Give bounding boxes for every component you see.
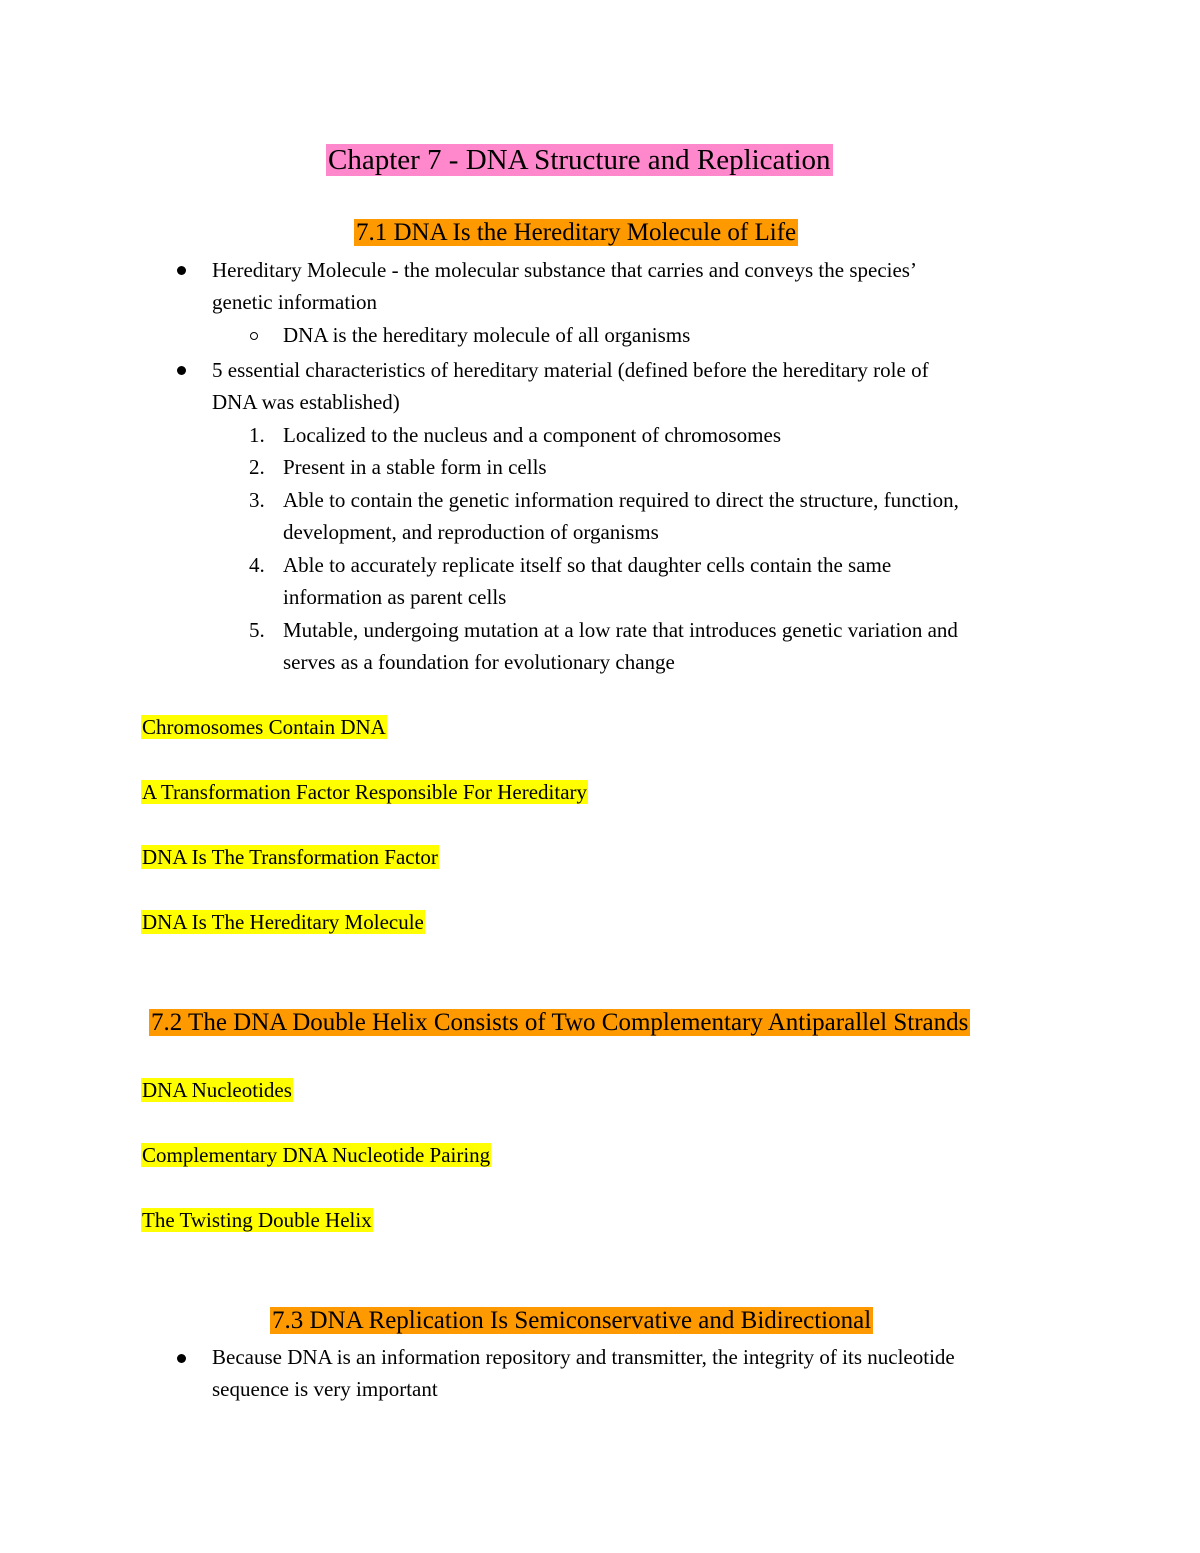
bullet-text: DNA was established) — [212, 390, 400, 414]
bullet-text: genetic information — [212, 290, 378, 314]
section-heading-7-1 — [354, 217, 798, 249]
list-item-text: Able to contain the genetic information required to direct the structure, function, — [283, 488, 959, 512]
list-number: 4. — [249, 553, 265, 577]
subheading — [141, 1075, 293, 1105]
subheading-text: A Transformation Factor Responsible For Hereditary — [142, 780, 588, 804]
bullet-text: Hereditary Molecule - the molecular substance that carries and conveys the species’ — [212, 258, 917, 282]
bullet-text: sequence is very important — [212, 1377, 438, 1401]
bullet-icon — [177, 366, 186, 375]
list-item-text: serves as a foundation for evolutionary change — [283, 650, 675, 674]
list-item-text: Present in a stable form in cells — [283, 455, 547, 479]
list-item-text: Able to accurately replicate itself so that daughter cells contain the same — [283, 553, 892, 577]
list-item-text: Localized to the nucleus and a component of chromosomes — [283, 423, 782, 447]
subheading — [141, 842, 439, 872]
section-heading-7-2-text: 7.2 The DNA Double Helix Consists of Two Complementary Antiparallel Strands — [151, 1009, 969, 1036]
hollow-bullet-icon — [250, 332, 258, 340]
subheading-text: Chromosomes Contain DNA — [142, 715, 386, 739]
subheading — [141, 777, 588, 807]
list-item-text: Mutable, undergoing mutation at a low rate that introduces genetic variation and — [283, 618, 958, 642]
sub-bullet-text: DNA is the hereditary molecule of all organisms — [283, 323, 691, 347]
list-number: 1. — [249, 423, 265, 447]
section-heading-7-3 — [270, 1305, 873, 1337]
page-title — [326, 141, 833, 179]
list-item-text: development, and reproduction of organisms — [283, 520, 659, 544]
subheading — [141, 1140, 491, 1170]
bullet-icon — [177, 1354, 186, 1363]
bullet-text: Because DNA is an information repository and transmitter, the integrity of its nucleotide — [212, 1345, 955, 1369]
subheading — [141, 712, 387, 742]
subheading — [141, 907, 425, 937]
subheading-text: DNA Is The Transformation Factor — [142, 845, 438, 869]
subheading-text: The Twisting Double Helix — [142, 1208, 372, 1232]
list-item-text: information as parent cells — [283, 585, 507, 609]
list-number: 5. — [249, 618, 265, 642]
bullet-text: 5 essential characteristics of hereditary material (defined before the hereditary role of — [212, 358, 929, 382]
subheading — [141, 1205, 373, 1235]
section-heading-7-2 — [149, 1007, 970, 1039]
list-number: 3. — [249, 488, 265, 512]
page-title-text: Chapter 7 - DNA Structure and Replication — [328, 144, 831, 176]
subheading-text: DNA Is The Hereditary Molecule — [142, 910, 424, 934]
section-heading-7-3-text: 7.3 DNA Replication Is Semiconservative and Bidirectional — [272, 1307, 872, 1334]
bullet-icon — [177, 266, 186, 275]
list-number: 2. — [249, 455, 265, 479]
subheading-text: DNA Nucleotides — [142, 1078, 292, 1102]
section-heading-7-1-text: 7.1 DNA Is the Hereditary Molecule of Life — [356, 219, 797, 246]
subheading-text: Complementary DNA Nucleotide Pairing — [142, 1143, 491, 1167]
